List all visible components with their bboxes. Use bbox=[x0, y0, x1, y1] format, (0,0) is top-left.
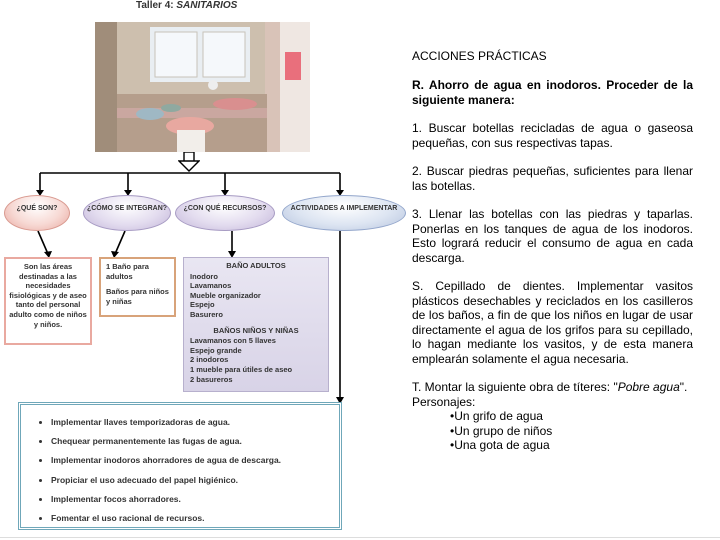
actividad-item: • Implementar inodoros ahorradores de agua de descarga. bbox=[51, 451, 339, 470]
recurso-nino-item: Lavamanos con 5 llaves bbox=[190, 336, 276, 346]
node-que-son: ¿QUÉ SON? bbox=[4, 195, 70, 231]
que-son-box: Son las áreas destinadas a las necesidades fisiológicas y de aseo tanto del personal adulto como de niños y niños. bbox=[4, 257, 92, 345]
step-s: S. Cepillado de dientes. Implementar vasitos plásticos desechables y reciclados en los casilleros de los baños, a fin de que los niños en lugar de usar directamente el agua de los grifos para su cepillado, lo hagan mediante los vasitos, y de esta manera emplearán solamente el agua necesaria. bbox=[412, 279, 693, 366]
node-con-que-recursos: ¿CON QUÉ RECURSOS? bbox=[175, 195, 275, 231]
step-1: 1. Buscar botellas recicladas de agua o gaseosa pequeñas, con sus respectivas tapas. bbox=[412, 121, 693, 150]
actividad-item: • Implementar llaves temporizadoras de agua. bbox=[51, 413, 339, 432]
recurso-adulto-item: Lavamanos bbox=[190, 281, 232, 291]
recursos-adultos-header: BAÑO ADULTOS bbox=[226, 261, 286, 270]
step-3: 3. Llenar las botellas con las piedras y taparlas. Ponerlas en los tanques de agua de los inodoros. Esto logrará reducir el consumo de agua en cada descarga. bbox=[412, 207, 693, 265]
node-actividades: ACTIVIDADES A IMPLEMENTAR bbox=[282, 195, 406, 231]
integran-line-1: 1 Baño para adultos bbox=[106, 262, 149, 281]
actividad-item: • Fomentar el uso racional de recursos. bbox=[51, 509, 339, 528]
bottom-divider bbox=[0, 537, 720, 538]
title-name: SANITARIOS bbox=[176, 0, 238, 11]
title-prefix: Taller 4: bbox=[136, 0, 174, 11]
step-t bbox=[412, 380, 693, 453]
personaje-item: •Un grifo de agua bbox=[450, 409, 543, 424]
personaje-item: •Un grupo de niños bbox=[450, 423, 553, 438]
actividades-list bbox=[21, 405, 339, 528]
actividad-item: • Propiciar el uso adecuado del papel higiénico. bbox=[51, 471, 339, 490]
node-como-se-integran: ¿CÓMO SE INTEGRAN? bbox=[83, 195, 171, 231]
step-t-title: Pobre agua bbox=[617, 380, 680, 394]
recurso-adulto-item: Espejo bbox=[190, 300, 215, 310]
recurso-nino-item: 2 inodoros bbox=[190, 355, 229, 365]
recurso-adulto-item: Inodoro bbox=[190, 271, 218, 281]
acciones-heading: ACCIONES PRÁCTICAS bbox=[412, 49, 547, 63]
actividad-item: • Chequear permanentemente las fugas de agua. bbox=[51, 432, 339, 451]
como-se-integran-box bbox=[99, 257, 176, 317]
recurso-adulto-item: Mueble organizador bbox=[190, 290, 261, 300]
integran-line-2: Baños para niños y niñas bbox=[106, 287, 169, 306]
recursos-box bbox=[183, 257, 329, 392]
actividad-item: • Implementar focos ahorradores. bbox=[51, 490, 339, 509]
recursos-ninos-header: BAÑOS NIÑOS Y NIÑAS bbox=[213, 325, 299, 335]
ahorro-inodoros-subheading: R. Ahorro de agua en inodoros. Proceder de la siguiente manera: bbox=[412, 78, 693, 107]
step-t-suffix: ". bbox=[679, 380, 688, 394]
personaje-item: •Una gota de agua bbox=[450, 438, 550, 453]
personajes-label: Personajes: bbox=[412, 394, 476, 409]
actividades-list-box bbox=[18, 402, 342, 530]
recurso-adulto-item: Basurero bbox=[190, 309, 223, 319]
recurso-nino-item: 2 basureros bbox=[190, 374, 233, 384]
recurso-nino-item: 1 mueble para útiles de aseo bbox=[190, 364, 293, 374]
step-t-prefix: T. Montar la siguiente obra de títeres: " bbox=[412, 380, 618, 394]
step-2: 2. Buscar piedras pequeñas, suficientes para llenar las botellas. bbox=[412, 164, 693, 193]
recurso-nino-item: Espejo grande bbox=[190, 345, 242, 355]
